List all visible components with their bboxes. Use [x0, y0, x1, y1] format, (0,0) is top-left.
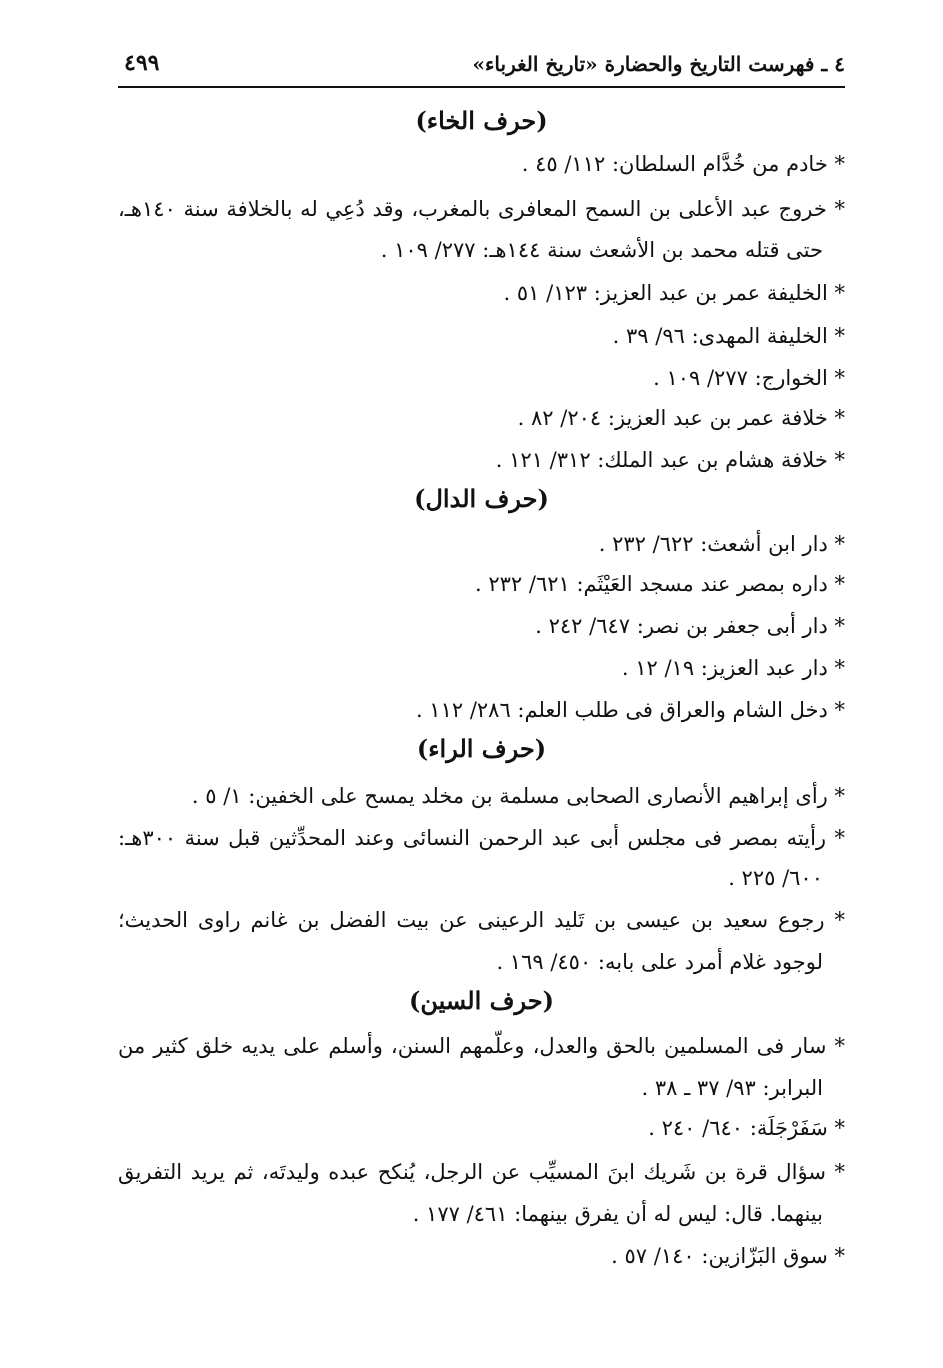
section-title-ra: (حرف الراء) [416, 734, 547, 763]
index-entry: * الخوارج: ٢٧٧/ ١٠٩ . [653, 366, 845, 390]
index-entry: * داره بمصر عند مسجد العَيْثَم: ٦٢١/ ٢٣٢ . [474, 572, 845, 596]
page-header [118, 46, 845, 88]
index-entry: * الخليفة المهدى: ٩٦/ ٣٩ . [612, 324, 845, 348]
index-entry: * خلافة عمر بن عبد العزيز: ٢٠٤/ ٨٢ . [517, 406, 845, 430]
index-entry-continuation: حتى قتله محمد بن الأشعث سنة ١٤٤هـ: ٢٧٧/ ١٠٩ . [380, 238, 823, 262]
index-entry: * خادم من خُدَّام السلطان: ١١٢/ ٤٥ . [521, 152, 845, 176]
index-entry: * دخل الشام والعراق فى طلب العلم: ٢٨٦/ ١١٢ . [415, 698, 845, 722]
section-title-seen: (حرف السين) [409, 986, 554, 1015]
page-number: ٤٩٩ [124, 50, 160, 76]
index-entry: * رأيته بمصر فى مجلس أبى عبد الرحمن النسائى وعند المحدِّثين قبل سنة ٣٠٠هـ: [118, 826, 845, 850]
index-entry: * سَفَرْجَلَة: ٦٤٠/ ٢٤٠ . [648, 1116, 845, 1140]
index-entry: * دار عبد العزيز: ١٩/ ١٢ . [621, 656, 845, 680]
index-entry-continuation: البرابر: ٩٣/ ٣٧ ـ ٣٨ . [641, 1076, 823, 1100]
index-entry: * دار أبى جعفر بن نصر: ٦٤٧/ ٢٤٢ . [535, 614, 845, 638]
index-entry: * سوق البَزّازين: ١٤٠/ ٥٧ . [611, 1244, 845, 1268]
index-entry-continuation: ٦٠٠/ ٢٢٥ . [728, 866, 823, 890]
index-entry: * خروج عبد الأعلى بن السمح المعافرى بالمغرب، وقد دُعِي له بالخلافة سنة ١٤٠هـ، [118, 197, 845, 221]
index-entry-continuation: بينهما. قال: ليس له أن يفرق بينهما: ٤٦١/ ١٧٧ . [412, 1202, 823, 1226]
running-title: ٤ ـ فهرست التاريخ والحضارة «تاريخ الغرباء» [472, 52, 845, 76]
section-title-dal: (حرف الدال) [414, 484, 549, 513]
index-entry: * سار فى المسلمين بالحق والعدل، وعلّمهم السنن، وأسلم على يديه خلق كثير من [118, 1034, 845, 1058]
index-entry: * دار ابن أشعث: ٦٢٢/ ٢٣٢ . [598, 532, 845, 556]
index-entry: * الخليفة عمر بن عبد العزيز: ١٢٣/ ٥١ . [503, 281, 845, 305]
index-entry: * رجوع سعيد بن عيسى بن تَليد الرعينى عن بيت الفضل بن غانم راوى الحديث؛ [118, 908, 845, 932]
section-title-kha: (حرف الخاء) [415, 106, 548, 135]
index-entry-continuation: لوجود غلام أمرد على بابه: ٤٥٠/ ١٦٩ . [496, 950, 823, 974]
index-entry: * سؤال قرة بن شَريك ابنَ المسيِّب عن الرجل، يُنكح عبده وليدتَه، ثم يريد التفريق [118, 1160, 845, 1184]
index-entry: * رأى إبراهيم الأنصارى الصحابى مسلمة بن مخلد يمسح على الخفين: ١/ ٥ . [191, 784, 845, 808]
index-entry: * خلافة هشام بن عبد الملك: ٣١٢/ ١٢١ . [495, 448, 845, 472]
